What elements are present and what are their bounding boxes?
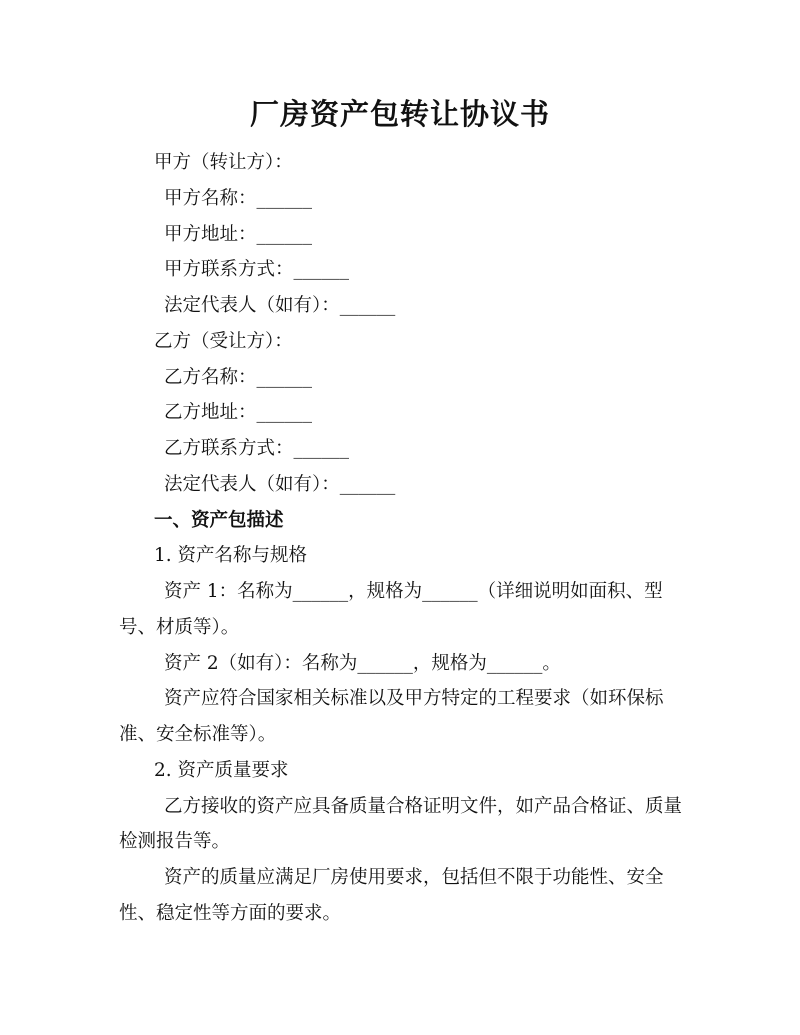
party-a-heading: 甲方（转让方）： xyxy=(154,152,293,173)
subsection-2-heading: 2. 资产质量要求 xyxy=(154,760,289,781)
asset-1-line-2: 号、材质等）。 xyxy=(119,617,240,638)
section-1-heading: 一、资产包描述 xyxy=(154,510,284,531)
party-b-name: 乙方名称：______ xyxy=(164,367,313,388)
quality-requirement-line-1: 资产的质量应满足厂房使用要求，包括但不限于功能性、安全 xyxy=(164,867,664,888)
asset-2-line: 资产 2（如有）：名称为______，规格为______。 xyxy=(164,653,561,674)
document-title: 厂房资产包转让协议书 xyxy=(249,97,550,131)
party-b-heading: 乙方（受让方）： xyxy=(154,331,293,352)
party-a-address: 甲方地址：______ xyxy=(164,224,313,245)
standard-line-2: 准、安全标准等）。 xyxy=(119,724,277,745)
party-a-legal-rep: 法定代表人（如有）：______ xyxy=(164,295,396,316)
party-a-contact: 甲方联系方式：______ xyxy=(164,259,350,280)
certificate-line-2: 检测报告等。 xyxy=(119,831,231,852)
subsection-1-heading: 1. 资产名称与规格 xyxy=(154,545,308,566)
certificate-line-1: 乙方接收的资产应具备质量合格证明文件，如产品合格证、质量 xyxy=(164,796,683,817)
standard-line-1: 资产应符合国家相关标准以及甲方特定的工程要求（如环保标 xyxy=(164,688,664,709)
asset-1-line-1: 资产 1：名称为______，规格为______（详细说明如面积、型 xyxy=(164,581,663,602)
quality-requirement-line-2: 性、稳定性等方面的要求。 xyxy=(119,903,342,924)
party-b-contact: 乙方联系方式：______ xyxy=(164,438,350,459)
party-a-name: 甲方名称：______ xyxy=(164,188,313,209)
party-b-legal-rep: 法定代表人（如有）：______ xyxy=(164,474,396,495)
party-b-address: 乙方地址：______ xyxy=(164,402,313,423)
